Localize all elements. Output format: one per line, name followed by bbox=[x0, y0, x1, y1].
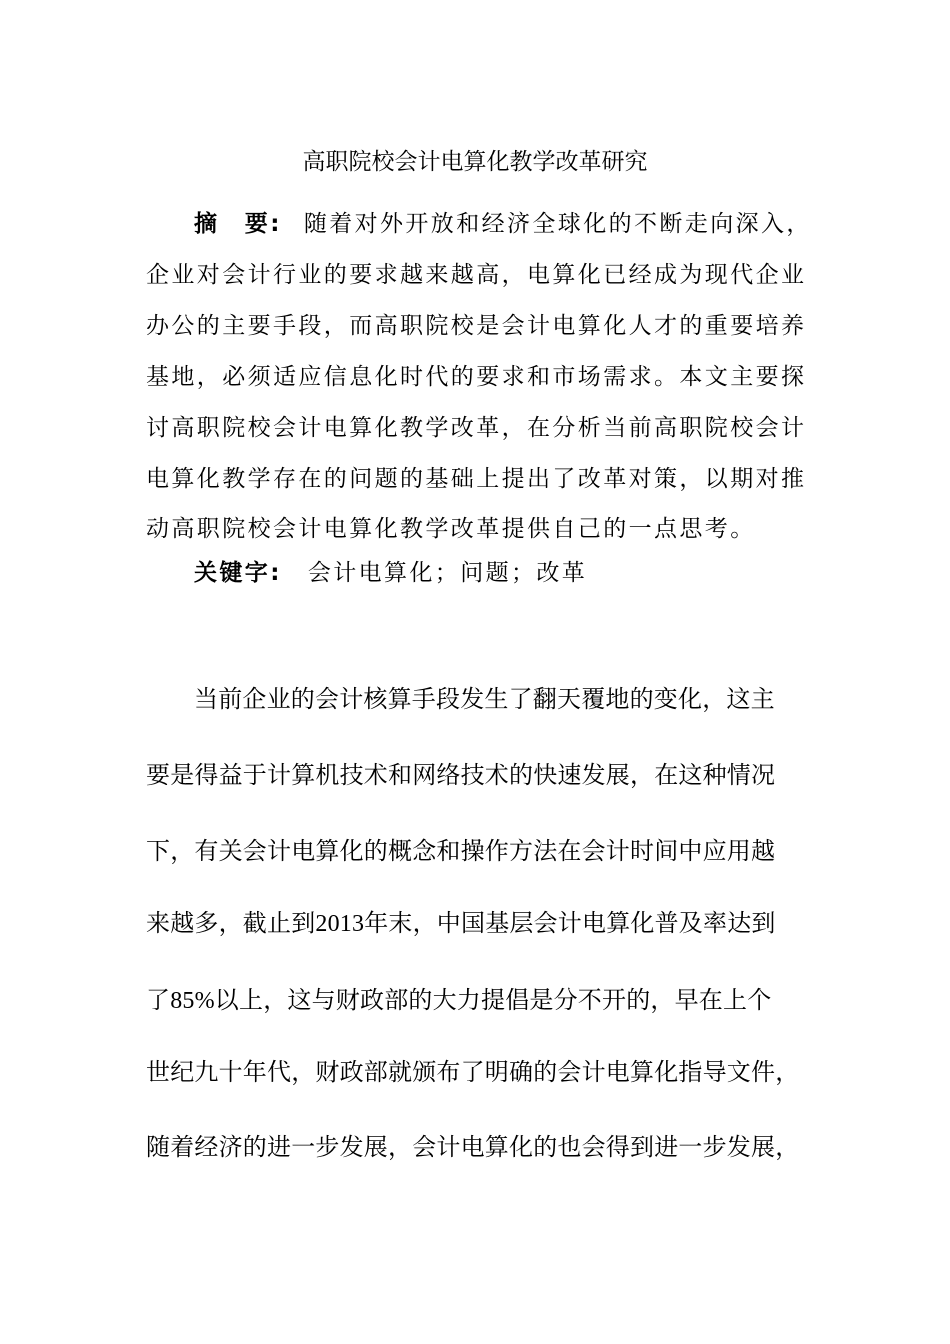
abstract-first-line bbox=[194, 208, 812, 240]
abstract-text-line: 动高职院校会计电算化教学改革提供自己的一点思考。 bbox=[146, 516, 756, 542]
abstract-text-line: 讨高职院校会计电算化教学改革，在分析当前高职院校会计 bbox=[146, 415, 807, 441]
body-text-line: 了85%以上，这与财政部的大力提倡是分不开的，早在上个 bbox=[146, 988, 772, 1014]
abstract-text-line: 电算化教学存在的问题的基础上提出了改革对策，以期对推 bbox=[146, 466, 807, 492]
abstract-text-line: 基地，必须适应信息化时代的要求和市场需求。本文主要探 bbox=[146, 364, 807, 390]
body-text-line: 下，有关会计电算化的概念和操作方法在会计时间中应用越 bbox=[146, 839, 776, 865]
abstract-text-line: 企业对会计行业的要求越来越高，电算化已经成为现代企业 bbox=[146, 262, 807, 288]
abstract-text-line: 随着对外开放和经济全球化的不断走向深入， bbox=[303, 211, 812, 237]
abstract-text-line: 办公的主要手段，而高职院校是会计电算化人才的重要培养 bbox=[146, 313, 807, 339]
keywords-line bbox=[194, 557, 587, 589]
body-text-line: 随着经济的进一步发展，会计电算化的也会得到进一步发展， bbox=[146, 1135, 800, 1161]
keywords-text: 会计电算化；问题；改革 bbox=[307, 560, 588, 586]
abstract-label: 摘 要: bbox=[194, 211, 282, 237]
keywords-label: 关键字: bbox=[194, 560, 282, 586]
body-text-line: 要是得益于计算机技术和网络技术的快速发展，在这种情况 bbox=[146, 763, 776, 789]
document-title: 高职院校会计电算化教学改革研究 bbox=[302, 149, 648, 175]
body-text-line: 世纪九十年代，财政部就颁布了明确的会计电算化指导文件， bbox=[146, 1060, 800, 1086]
body-text-line: 当前企业的会计核算手段发生了翻天覆地的变化，这主 bbox=[194, 687, 775, 713]
body-text-line: 来越多，截止到2013年末，中国基层会计电算化普及率达到 bbox=[146, 911, 776, 937]
